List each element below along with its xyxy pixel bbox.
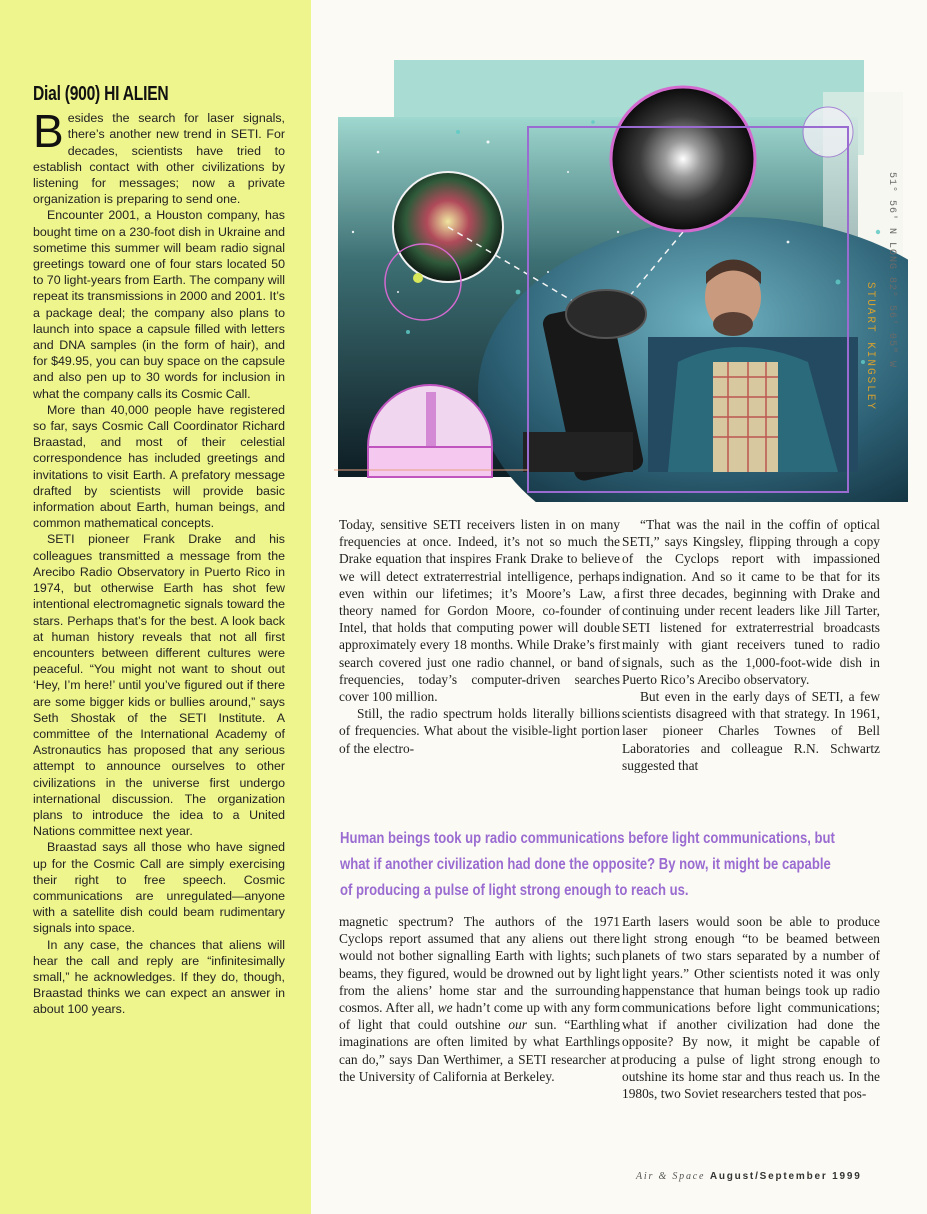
body-paragraph: Today, sensitive SETI receivers listen in on many frequencies at once. Indeed, it’s not so much the Drake equation that inspires Frank Drake to believe we will detect extraterrestrial intelligence, perhaps even within our lifetimes; it’s Moore’s Law, a theory named for Gordon Moore, co-founder of Intel, that holds that computing power will double approximately every 18 months. While Drake’s first search covered just one radio channel, or band of frequencies, today’s computer-driven searches cover 100 million. xyxy=(339,517,620,705)
sidebar-paragraph: SETI pioneer Frank Drake and his colleagues transmitted a message from the Arecibo Radio Observatory in Puerto Rico in 1974, but otherwise Earth has shot few intentional electromagnetic signals toward the stars. Perhaps that’s for the best. A look back at human history reveals that not all first encounters between different cultures were peaceful. “You might not want to shout out ‘Hey, I’m here!’ until you’ve figured out if there are some bigger kids or bullies around,” says Seth Shostak of the SETI Institute. A committee of the International Academy of Astronautics has proposed that any serious attempt to announce ourselves to other civilizations in the universe first undergo international discussion. The organization plans to introduce the idea to a United Nations committee next year. xyxy=(33,532,285,839)
sidebar-paragraph: Braastad says all those who have signed up for the Cosmic Call are simply exercising their right to free speech. Cosmic communications are unregulated—anyone with a satellite dish could beam rudimentary signals into space. xyxy=(33,840,285,936)
body-paragraph: Earth lasers would soon be able to produce light strong enough “to be beamed between planets of two stars separated by a number of light years.” Other scientists noted it was only happenstance that human beings took up radio communications before light communications; what if another civilization had done the opposite? By now, it might be capable of producing a pulse of light strong enough to outshine its home star and thus reach us. In the 1980s, two Soviet researchers tested that pos- xyxy=(622,914,880,1102)
column-1-top xyxy=(339,516,620,757)
coordinates-label: 51° 56' N LONG 82° 56' 05" W xyxy=(886,172,897,369)
column-1-bottom xyxy=(339,913,620,1085)
body-paragraph: magnetic spectrum? The authors of the 1971 Cyclops report assumed that any aliens out there would not bother signalling Earth with lights; such beams, they figured, would be drowned out by light from the aliens’ home star and the surrounding cosmos. After all, we hadn’t come up with any form of light that could outshine our sun. “Earthling imaginations are often limited by what Earthlings can do,” says Dan Werthimer, a SETI researcher at the University of California at Berkeley. xyxy=(339,914,620,1084)
sidebar-paragraph: In any case, the chances that aliens will hear the call and reply are “infinitesimally small,” he acknowledges. If they do, though, Braastad thinks we can expect an answer in about 100 years. xyxy=(33,937,285,1017)
body-paragraph: But even in the early days of SETI, a few scientists disagreed with that strategy. In 1961, laser pioneer Charles Townes of Bell Laboratories and colleague R.N. Schwartz suggested that xyxy=(622,689,880,773)
page-footer xyxy=(636,1171,862,1182)
column-2-bottom xyxy=(622,913,880,1102)
column-2-top xyxy=(622,516,880,774)
drop-cap: B xyxy=(33,105,64,158)
pull-quote: Human beings took up radio communications before light communications, but what if another civilization had done the opposite? By now, it might be capable of producing a pulse of light strong enough to reach us. xyxy=(340,830,835,899)
sidebar-paragraph: Encounter 2001, a Houston company, has bought time on a 230-foot dish in Ukraine and sometime this summer will beam radio signal greetings toward one of four stars located 50 to 70 light-years from Earth. The company will repeat its transmissions in 2000 and 2001. It’s a package deal; the company also plans to launch into space a capsule filled with letters and DNA samples (in the form of hair), and for $49.95, you can buy space on the capsule and also pen up to 30 words for inclusion in what the company calls its Cosmic Call. xyxy=(33,208,285,401)
galaxy-image xyxy=(611,87,755,231)
body-paragraph: Still, the radio spectrum holds literally billions of frequencies. What about the visible-light portion of the electro- xyxy=(339,706,620,756)
sidebar-paragraph: Besides the search for laser signals, there’s another new trend in SETI. For decades, scientists have tried to establish contact with other civilizations by listening for messages; now a private organization is preparing to send one. xyxy=(33,105,285,207)
photo-credit: STUART KINGSLEY xyxy=(864,282,876,412)
sidebar-article xyxy=(33,83,285,1018)
body-paragraph: “That was the nail in the coffin of optical SETI,” says Kingsley, flipping through a copy of the Cyclops report with impassioned indignation. And so it came to be that for its first three decades, beginning with Drake and continuing under recent leaders like Jill Tarter, SETI listened for extraterrestrial broadcasts mainly with giant receivers tuned to radio signals, such as the 1,000-foot-wide dish in Puerto Rico’s Arecibo observatory. xyxy=(622,517,880,687)
sidebar-title: Dial (900) HI ALIEN xyxy=(33,83,169,105)
sidebar-paragraph: More than 40,000 people have registered so far, says Cosmic Call Coordinator Richard Braastad, and most of their celestial correspondence has included greetings and invitations to visit Earth. A prefatory message drafted by scientists will provide basic information about Earth, human beings, and common mathematical concepts. xyxy=(33,402,285,531)
issue-date: August/September 1999 xyxy=(709,1171,862,1182)
photo-collage xyxy=(318,32,908,502)
sidebar-panel xyxy=(0,0,311,1214)
magazine-name: Air & Space xyxy=(636,1171,706,1182)
